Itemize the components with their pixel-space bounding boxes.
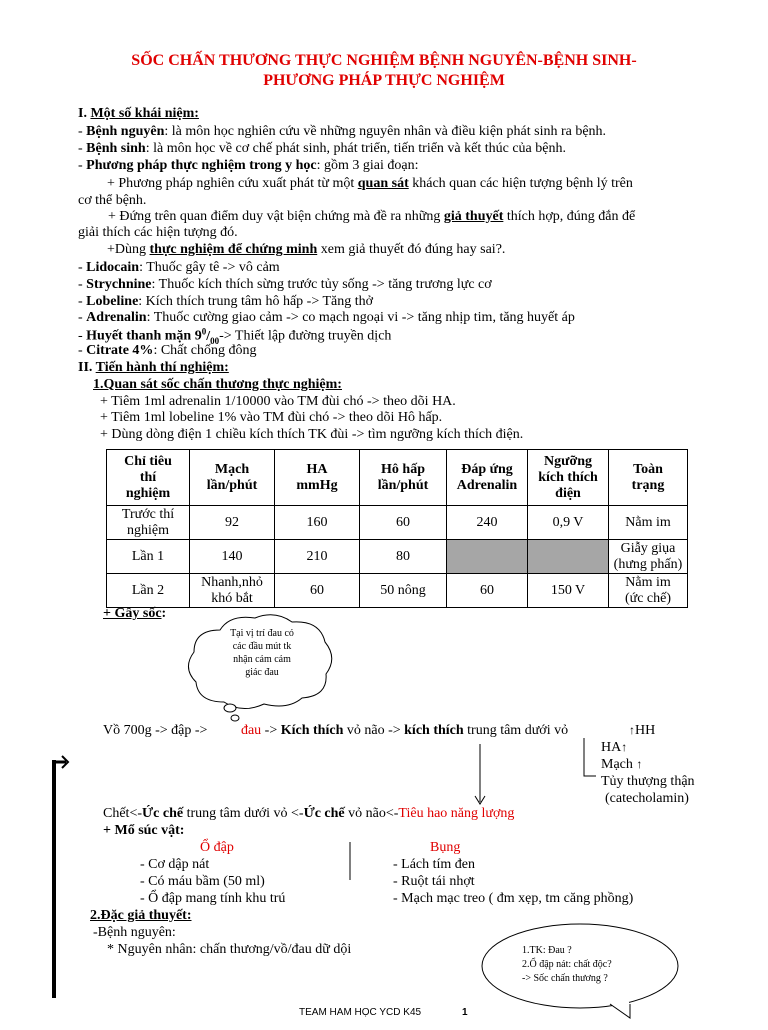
- def-benh-nguyen: - Bệnh nguyên: là môn học nghiên cứu về những nguyên nhân và điều kiện phát sinh ra bệnh.: [78, 124, 607, 139]
- hypothesis-heading: 2.Đặc giả thuyết:: [90, 908, 192, 923]
- table-header-cell: HA mmHg: [275, 450, 360, 506]
- term-lidocain: Lidocain: [86, 260, 140, 275]
- page-number: 1: [462, 1007, 468, 1018]
- step-1-text-a: + Phương pháp nghiên cứu xuất phát từ một: [107, 176, 358, 191]
- flow-tuy: Tủy thượng thận: [601, 774, 695, 789]
- step-2-line-2: giải thích các hiện tượng đó.: [78, 225, 238, 240]
- table-cell: 0,9 V: [528, 506, 609, 540]
- huyet-sup: 0: [201, 326, 207, 336]
- table-cell: Nằm im: [609, 506, 688, 540]
- table-cell: 80: [360, 540, 447, 574]
- dissection-col-1-item: - Có máu bầm (50 ml): [140, 874, 265, 889]
- section-1-heading: [78, 106, 199, 122]
- text-huyet-thanh: -> Thiết lập đường truyền dịch: [219, 328, 392, 344]
- hypothesis-line-2: * Nguyên nhân: chấn thương/vồ/đau dữ dội: [107, 942, 352, 957]
- flow-hh-text: HH: [635, 723, 656, 738]
- table-header-cell: Hô hấp lần/phút: [360, 450, 447, 506]
- term-citrate: Citrate 4%: [86, 343, 154, 358]
- bubble-2-line: 1.TK: Đau ?: [522, 945, 572, 956]
- table-header-cell: Mạch lần/phút: [190, 450, 275, 506]
- dissection-col-2-title: Bụng: [430, 840, 461, 855]
- death-line: [103, 806, 514, 822]
- term-benh-nguyen: Bệnh nguyên: [86, 124, 165, 139]
- term-huyet-thanh: Huyết thanh mặn 9: [86, 328, 202, 344]
- table-cell: Nằm im (ức chế): [609, 574, 688, 608]
- procedure-item-3: + Dùng dòng điện 1 chiều kích thích TK đùi -> tìm ngưỡng kích thích điện.: [100, 427, 524, 442]
- table-cell: 92: [190, 506, 275, 540]
- shock-label-colon: :: [161, 606, 167, 621]
- bubble-2-line: 2.Ổ đập nát: chất độc?: [522, 959, 612, 970]
- shock-label: [103, 606, 166, 622]
- flow-mach: Mạch ↑: [601, 757, 643, 772]
- table-header-row: [107, 450, 688, 506]
- flow-catecholamin: (catecholamin): [605, 791, 689, 806]
- table-header-cell: Ngưỡng kích thích điện: [528, 450, 609, 506]
- flow-text-c: vỏ não ->: [343, 723, 405, 738]
- table-header-cell: Toàn trạng: [609, 450, 688, 506]
- step-2-text-a: + Đứng trên quan điểm duy vật biện chứng mà đề ra những: [108, 209, 444, 224]
- term-adrenalin: Adrenalin: [86, 310, 147, 325]
- table-cell: 60: [360, 506, 447, 540]
- dissection-col-2-item: - Mạch mạc treo ( đm xẹp, tm căng phồng): [393, 891, 634, 906]
- shock-label-text: + Gây sốc: [103, 606, 162, 621]
- bubble-1-text: Tại vị trí đau có các đầu mút tk nhận cảm cảm giác đau: [230, 628, 294, 678]
- def-lidocain: - Lidocain: Thuốc gây tê -> vô cảm: [78, 260, 280, 275]
- death-energy: Tiêu hao năng lượng: [398, 806, 515, 821]
- table-cell: 240: [447, 506, 528, 540]
- def-adrenalin: - Adrenalin: Thuốc cường giao cảm -> co mạch ngoại vi -> tăng nhịp tim, tăng huyết áp: [78, 310, 575, 325]
- step-3-line: [107, 242, 505, 258]
- table-header-cell: Đáp ứng Adrenalin: [447, 450, 528, 506]
- step-1-keyword: quan sát: [357, 176, 409, 191]
- table-cell: Giẫy giụa (hưng phấn): [609, 540, 688, 574]
- death-text-b: trung tâm dưới vỏ <-: [183, 806, 304, 821]
- flow-hh: ↑HH: [629, 723, 656, 738]
- flow-text-a: Vồ 700g -> đập ->: [103, 723, 211, 738]
- page-title-line-2: PHƯƠNG PHÁP THỰC NGHIỆM: [263, 72, 505, 89]
- def-strychnine: - Strychnine: Thuốc kích thích sừng trước tủy sống -> tăng trương lực cơ: [78, 277, 492, 292]
- death-text-a: Chết<-: [103, 806, 142, 821]
- table-cell: 150 V: [528, 574, 609, 608]
- text-citrate: : Chất chống đông: [153, 343, 257, 358]
- bubble-2-line: -> Sốc chấn thương ?: [522, 973, 608, 984]
- dissection-col-2-item: - Ruột tái nhợt: [393, 874, 475, 889]
- text-benh-sinh: : là môn học về cơ chế phát sinh, phát triển, tiến triển và kết thúc của bệnh.: [145, 141, 566, 156]
- hypothesis-line-1: -Bệnh nguyên:: [93, 925, 176, 940]
- table-cell-shaded: [528, 540, 609, 574]
- table-cell: Nhanh,nhỏ khó bắt: [190, 574, 275, 608]
- section-1-title: Một số khái niệm:: [90, 106, 199, 121]
- flow-stimulate-2: kích thích: [404, 723, 464, 738]
- step-1-line-1: [107, 176, 633, 192]
- step-1-line-2: cơ thể bệnh.: [78, 193, 147, 208]
- table-cell: 60: [275, 574, 360, 608]
- table-cell: Lần 2: [107, 574, 190, 608]
- def-citrate: - Citrate 4%: Chất chống đông: [78, 343, 257, 358]
- flow-stimulate-1: Kích thích: [280, 723, 344, 738]
- table-cell: 60: [447, 574, 528, 608]
- dissection-col-1-item: - Cơ dập nát: [140, 857, 210, 872]
- death-text-c: vỏ não<-: [344, 806, 399, 821]
- table-cell-shaded: [447, 540, 528, 574]
- flow-text-d: trung tâm dưới vỏ: [463, 723, 569, 738]
- section-2-heading: [78, 360, 229, 376]
- text-strychnine: : Thuốc kích thích sừng trước tủy sống -> tăng trương lực cơ: [151, 277, 492, 292]
- text-benh-nguyen: : là môn học nghiên cứu về những nguyên nhân và điều kiện phát sinh ra bệnh.: [164, 124, 607, 139]
- huyet-slash: /: [206, 328, 211, 344]
- dissection-col-1-title: Ổ đập: [200, 840, 234, 855]
- text-phuong-phap: : gồm 3 giai đoạn:: [316, 158, 419, 173]
- table-cell: Trước thí nghiệm: [107, 506, 190, 540]
- table-row: [107, 540, 688, 574]
- def-huyet-thanh: - Huyết thanh mặn $9^0/_{00}->$ Thiết lập đường truyền dịch: [78, 326, 392, 346]
- huyet-sub: 00: [210, 335, 220, 346]
- table-row: [107, 506, 688, 540]
- step-3-keyword: thực nghiệm để chứng minh: [149, 242, 318, 257]
- dissection-label: + Mổ súc vật:: [103, 823, 185, 838]
- text-lidocain: : Thuốc gây tê -> vô cảm: [139, 260, 280, 275]
- table-cell: 140: [190, 540, 275, 574]
- text-adrenalin: : Thuốc cường giao cảm -> co mạch ngoại vi -> tăng nhịp tim, tăng huyết áp: [146, 310, 575, 325]
- flow-text-b: ->: [261, 723, 281, 738]
- step-2-keyword: giả thuyết: [443, 209, 504, 224]
- step-2-line-1: [108, 209, 635, 225]
- def-benh-sinh: - Bệnh sinh: là môn học về cơ chế phát sinh, phát triển, tiến triển và kết thúc của bệnh.: [78, 141, 566, 156]
- subsection-1-title: 1.Quan sát sốc chấn thương thực nghiệm:: [93, 377, 342, 392]
- dissection-col-1-item: - Ổ đập mang tính khu trú: [140, 891, 286, 906]
- table-header-cell: Chỉ tiêu thí nghiệm: [107, 450, 190, 506]
- table-cell: Lần 1: [107, 540, 190, 574]
- step-2-text-c: thích hợp, đúng đắn để: [503, 209, 636, 224]
- def-phuong-phap: - Phương pháp thực nghiệm trong y học: gồm 3 giai đoạn:: [78, 158, 419, 173]
- table-cell: 50 nông: [360, 574, 447, 608]
- section-2-number: II.: [78, 360, 96, 375]
- table-row: [107, 574, 688, 608]
- footer-team: TEAM HAM HỌC YCD K45: [299, 1007, 422, 1018]
- step-3-text-a: +Dùng: [107, 242, 150, 257]
- dissection-col-2-item: - Lách tím đen: [393, 857, 476, 872]
- section-1-number: I.: [78, 106, 91, 121]
- def-lobeline: - Lobeline: Kích thích trung tâm hô hấp -> Tăng thở: [78, 294, 374, 309]
- procedure-item-2: + Tiêm 1ml lobeline 1% vào TM đùi chó -> theo dõi Hô hấp.: [100, 410, 443, 425]
- flow-pain: đau: [240, 723, 262, 738]
- page-title-line-1: SỐC CHẤN THƯƠNG THỰC NGHIỆM BỆNH NGUYÊN-BỆNH SINH-: [131, 52, 637, 69]
- flow-ha-text: HA: [601, 740, 622, 755]
- table-cell: 210: [275, 540, 360, 574]
- table-cell: 160: [275, 506, 360, 540]
- term-phuong-phap: Phương pháp thực nghiệm trong y học: [86, 158, 317, 173]
- experiment-table: [106, 449, 688, 608]
- section-2-title: Tiến hành thí nghiệm:: [95, 360, 229, 375]
- flow-ha: HA↑: [601, 740, 628, 755]
- procedure-item-1: + Tiêm 1ml adrenalin 1/10000 vào TM đùi chó -> theo dõi HA.: [100, 394, 456, 409]
- term-strychnine: Strychnine: [86, 277, 152, 292]
- death-inhibit-1: Ức chế: [142, 806, 184, 821]
- text-lobeline: : Kích thích trung tâm hô hấp -> Tăng thở: [138, 294, 374, 309]
- term-benh-sinh: Bệnh sinh: [86, 141, 146, 156]
- step-3-text-c: xem giả thuyết đó đúng hay sai?.: [317, 242, 506, 257]
- death-inhibit-2: Ức chế: [303, 806, 345, 821]
- term-lobeline: Lobeline: [86, 294, 139, 309]
- step-1-text-c: khách quan các hiện tượng bệnh lý trên: [408, 176, 633, 191]
- flow-mach-text: Mạch: [601, 757, 633, 772]
